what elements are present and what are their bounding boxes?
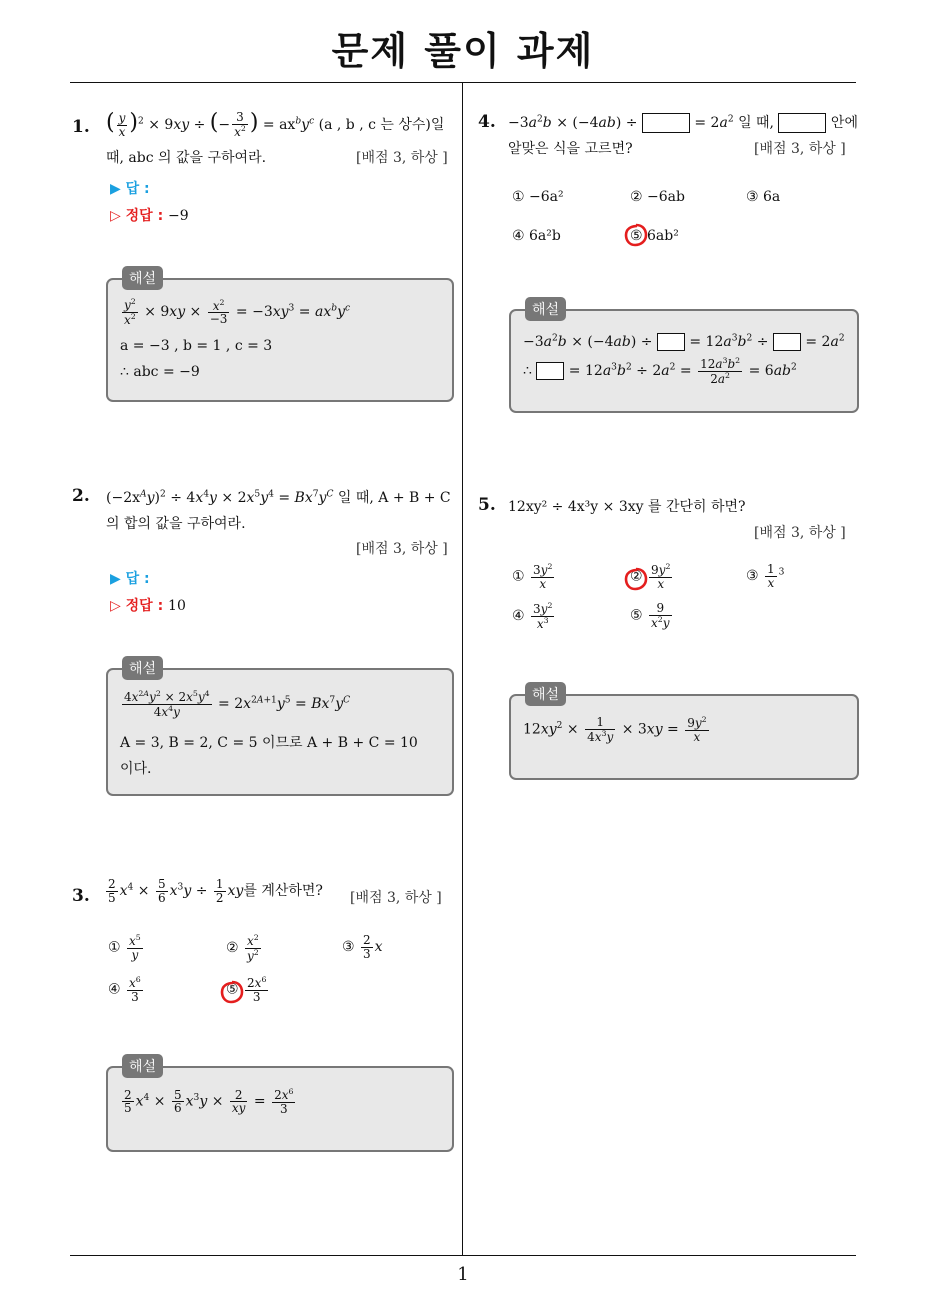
option-4[interactable]: ④ 6a²b xyxy=(512,228,561,244)
option-marker: ② xyxy=(630,568,643,585)
blank-box xyxy=(642,113,690,133)
question-number: 4. xyxy=(478,112,496,132)
solution-line-2: A = 3, B = 2, C = 5 이므로 A + B + C = 10 xyxy=(120,735,418,751)
solution-tag: 해설 xyxy=(525,297,566,321)
option-5[interactable]: ⑤ 6ab² xyxy=(630,228,679,244)
option-marker: ② xyxy=(226,940,239,957)
solution-tag: 해설 xyxy=(525,682,566,706)
question-text: $\frac{2}{5}$ $x^4$ × $\frac{5}{6}$ $x^3y$ ÷ $\frac{1}{2}$ xy를 계산하면? xyxy=(108,877,323,905)
footer-rule xyxy=(70,1255,856,1256)
blank-box xyxy=(778,113,826,133)
question-text: $-3a^2b \times (-4ab)$ ÷ = $2a^2$ 일 때, 안에 xyxy=(508,114,858,131)
solution-line-1: $12xy^2$ × $\frac{1}{4x^3y}$ × 3xy = $\frac{9y^2}{x}$ xyxy=(523,715,707,744)
answer-label: ▶ 답 : xyxy=(110,571,150,587)
correct-label: ▷ 정답 : xyxy=(110,598,164,614)
solution-box xyxy=(106,661,454,796)
question-text: $(-2x^Ay)^2 \div 4x^4y \times 2x^5y^4 = Bx^7y^C$ 일 때, A + B + C xyxy=(106,489,451,506)
score-label: [배점 3, 하상 ] xyxy=(356,541,448,557)
selected-answer-circle-icon xyxy=(220,980,244,1004)
solution-tag: 해설 xyxy=(122,656,163,680)
header-rule xyxy=(70,82,856,83)
solution-line-1: $\frac{2}{5}$ $x^4$ × $\frac{5}{6}$ $x^3y$ × $\frac{2}{xy}$ = $\frac{2x^6}{3}$ xyxy=(124,1087,294,1116)
option-marker: ⑤ xyxy=(226,981,239,998)
question-text: ( $\frac{y}{x}$ )$^2$ × 9xy ÷ (− $\frac{3}{x^2}$ ) = $ax^by^c$ (a , b , c 는 상수)일 xyxy=(106,110,445,139)
solution-line-2: ∴ = $12a^3b^2 \div 2a^2$ = $\frac{12a^3b^2}{2a^2}$ = $6ab^2$ xyxy=(523,356,797,386)
question-text-mid: 일 때, xyxy=(738,115,775,131)
solution-line-1: $\frac{y^2}{x^2}$ × 9xy × $\frac{x^2}{-3}$ = $-3xy^3 = ax^by^c$ xyxy=(124,297,351,327)
question-text-eq: = ax xyxy=(262,117,296,133)
option-marker: ① xyxy=(108,939,121,956)
correct-value: −9 xyxy=(168,208,189,224)
selected-answer-circle-icon xyxy=(624,223,648,247)
score-label: [배점 3, 하상 ] xyxy=(754,141,846,157)
option-marker: ③ xyxy=(746,568,759,585)
selected-answer-circle-icon xyxy=(624,567,648,591)
option-marker: ① xyxy=(512,568,525,585)
question-text-cond: (a , b , c 는 상수)일 xyxy=(318,117,445,133)
option-marker: ③ xyxy=(342,939,355,956)
solution-tag: 해설 xyxy=(122,266,163,290)
answer-label: ▶ 답 : xyxy=(110,181,150,197)
question-number: 5. xyxy=(478,495,496,515)
question-text-end: 일 때, A + B + C xyxy=(337,490,451,506)
correct-answer xyxy=(110,205,189,225)
question-text-end: 안에 xyxy=(830,115,858,131)
column-divider xyxy=(462,82,463,1256)
option-1[interactable]: ① $\frac{x^5}{y}$ xyxy=(108,933,141,962)
question-text-2: 알맞은 식을 고르면? xyxy=(508,141,633,157)
option-marker: ⑤ xyxy=(630,607,643,624)
option-4[interactable]: ④ $\frac{x^6}{3}$ xyxy=(108,975,141,1004)
solution-line-3: 이다. xyxy=(120,761,152,777)
solution-box xyxy=(509,687,859,780)
option-2[interactable]: ② −6ab xyxy=(630,189,685,205)
option-3[interactable]: ③ $\frac{1}{x}$ $^3$ xyxy=(746,562,785,590)
solution-line-1: $-3a^2b \times (-4ab)$ ÷ = $12a^3b^2$ ÷ = $2a^2$ xyxy=(523,333,845,350)
score-label: [배점 3, 하상 ] xyxy=(350,890,442,906)
solution-line-3: ∴ abc = −9 xyxy=(120,364,200,380)
option-3[interactable]: ③ $\frac{2}{3}$ x xyxy=(342,933,383,961)
option-3[interactable]: ③ 6a xyxy=(746,189,781,205)
score-label: [배점 3, 하상 ] xyxy=(356,150,448,166)
option-5[interactable]: ⑤ $\frac{9}{x^2y}$ xyxy=(630,601,670,630)
solution-line-2: a = −3 , b = 1 , c = 3 xyxy=(120,338,273,354)
option-1[interactable]: ① $\frac{3y^2}{x}$ xyxy=(512,562,553,591)
question-text-tail: 를 계산하면? xyxy=(243,883,323,900)
question-number: 1. xyxy=(72,117,90,137)
question-number: 3. xyxy=(72,886,90,906)
page-number: 1 xyxy=(457,1264,469,1285)
solution-box xyxy=(106,1059,454,1152)
solution-box xyxy=(106,271,454,402)
question-text: 12xy² ÷ 4x³y × 3xy 를 간단히 하면? xyxy=(508,499,746,515)
solution-tag: 해설 xyxy=(122,1054,163,1078)
question-text-2: 의 합의 값을 구하여라. xyxy=(106,516,246,532)
option-2[interactable]: ② $\frac{x^2}{y^2}$ xyxy=(226,933,259,963)
correct-value: 10 xyxy=(168,598,186,614)
question-text-2: 때, abc 의 값을 구하여라. xyxy=(106,150,267,166)
option-4[interactable]: ④ $\frac{3y^2}{x^3}$ xyxy=(512,601,553,631)
correct-answer xyxy=(110,595,186,615)
question-text-start: (−2x xyxy=(106,490,140,506)
option-marker: ④ xyxy=(512,608,525,625)
question-number: 2. xyxy=(72,486,90,506)
solution-box xyxy=(509,302,859,413)
option-5[interactable]: ⑤ $\frac{2x^6}{3}$ xyxy=(226,975,267,1004)
option-2[interactable]: ② $\frac{9y^2}{x}$ xyxy=(630,562,671,591)
option-1[interactable]: ① −6a² xyxy=(512,189,564,205)
score-label: [배점 3, 하상 ] xyxy=(754,525,846,541)
solution-line-1: $\frac{4x^{2A}y^2 \times 2x^5y^4}{4x^4y}$ = $2x^{2A+1}y^5 = Bx^7y^C$ xyxy=(124,689,351,719)
page-title: 문제 풀이 과제 xyxy=(331,29,595,73)
option-marker: ④ xyxy=(108,981,121,998)
correct-label: ▷ 정답 : xyxy=(110,208,164,224)
